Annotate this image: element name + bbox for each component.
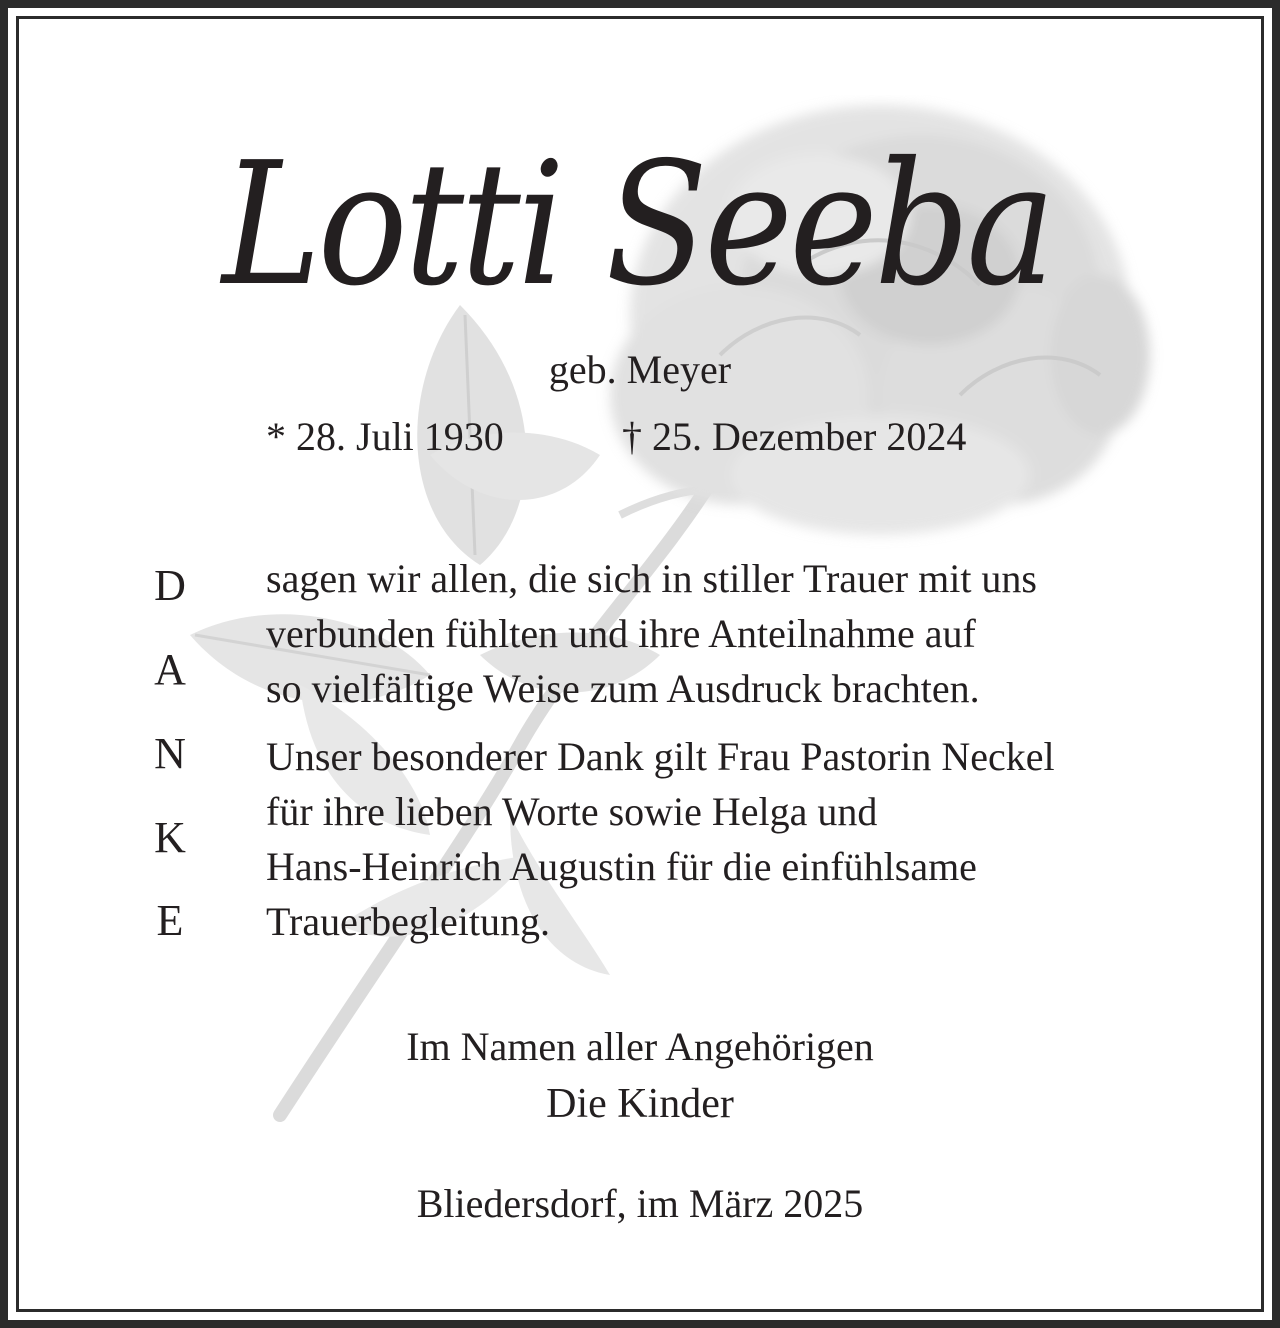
signature-line-2: Die Kinder — [546, 1081, 734, 1127]
thanks-paragraph-1 — [266, 551, 1196, 716]
paragraph-line: Hans-Heinrich Augustin für die einfühlsame — [266, 844, 977, 889]
paragraph-line: Trauerbegleitung. — [266, 899, 551, 944]
birth-date: * 28. Juli 1930 — [266, 414, 504, 459]
paragraph-line: so vielfältige Weise zum Ausdruck brachten. — [266, 666, 980, 711]
death-date: † 25. Dezember 2024 — [622, 414, 967, 459]
paragraph-line: für ihre lieben Worte sowie Helga und — [266, 789, 878, 834]
danke-letter: E — [156, 896, 184, 945]
name-title-text: Lotti Seeba — [219, 126, 1052, 324]
maiden-name: geb. Meyer — [548, 347, 732, 392]
name-title — [0, 78, 1280, 368]
place-and-date: Bliedersdorf, im März 2025 — [416, 1181, 864, 1226]
danke-letter: N — [154, 729, 186, 778]
paragraph-line: Unser besonderer Dank gilt Frau Pastorin Neckel — [266, 734, 1055, 779]
danke-letter: A — [154, 645, 186, 694]
danke-letter: K — [154, 813, 186, 862]
signature-line-1: Im Namen aller Angehörigen — [406, 1024, 874, 1069]
danke-letter: D — [154, 561, 186, 610]
paragraph-line: verbunden fühlten und ihre Anteilnahme auf — [266, 611, 976, 656]
thanks-paragraph-2 — [266, 729, 1196, 949]
paragraph-line: sagen wir allen, die sich in stiller Trauer mit uns — [266, 556, 1037, 601]
